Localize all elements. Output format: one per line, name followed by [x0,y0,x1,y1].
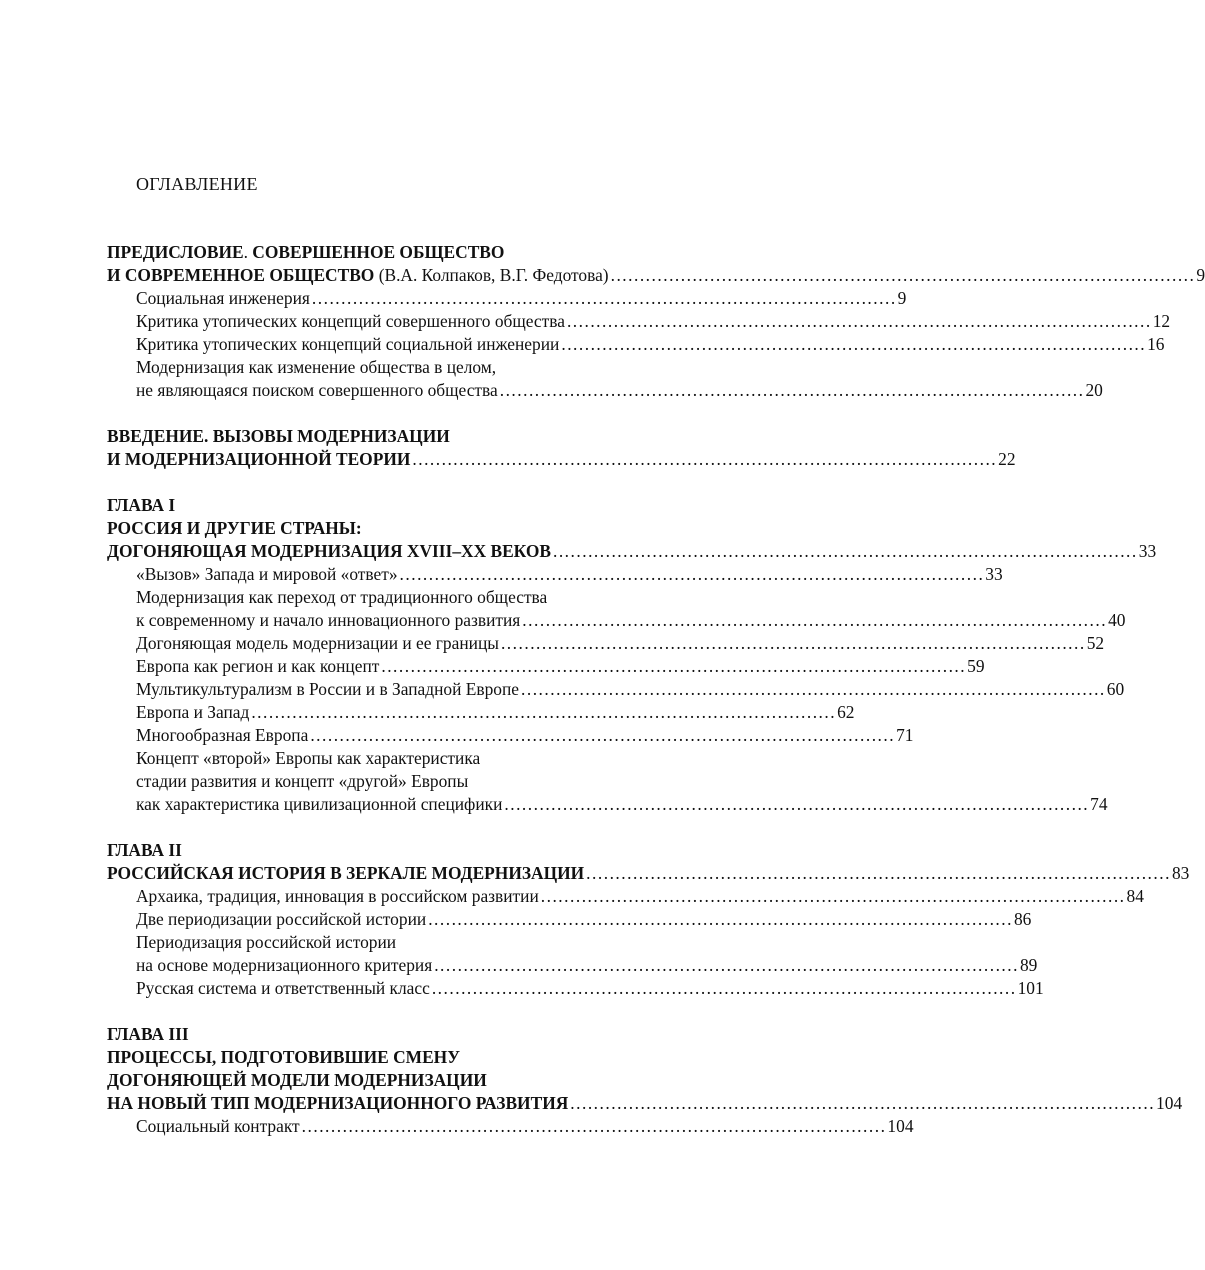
chapter-1-title-line-1: РОССИЯ И ДРУГИЕ СТРАНЫ: [107,518,362,538]
leader-dots: .................................................................................................... [499,380,1085,400]
chapter-3-title-line-3: НА НОВЫЙ ТИП МОДЕРНИЗАЦИОННОГО РАЗВИТИЯ [107,1093,569,1113]
entry-title: не являющаяся поиском совершенного общества [136,380,498,400]
leader-dots: .................................................................................................... [434,955,1019,975]
leader-dots: .................................................................................................... [500,633,1086,653]
toc-entry[interactable] [107,885,1144,908]
page-number: 83 [1171,863,1190,883]
toc-entry[interactable] [107,563,1003,586]
intro-heading-line-2: И МОДЕРНИЗАЦИОННОЙ ТЕОРИИ [107,449,411,469]
chapter-3-label: ГЛАВА III [107,1024,189,1044]
entry-title: Многообразная Европа [136,725,309,745]
toc-entry[interactable] [107,678,1125,701]
entry-title: Социальный контракт [136,1116,300,1136]
entry-title-line-2: стадии развития и концепт «другой» Европы [136,771,469,791]
page-number: 60 [1106,679,1125,699]
toc-entry[interactable] [107,609,1126,632]
toc-entry[interactable] [107,287,907,310]
page-number: 16 [1147,334,1165,354]
leader-dots: .................................................................................................... [381,656,967,676]
chapter-2-label: ГЛАВА II [107,840,182,860]
page-number: 104 [1156,1093,1183,1113]
toc-entry-preface[interactable] [107,264,1205,287]
leader-dots: .................................................................................................... [311,288,897,308]
page-number: 86 [1013,909,1032,929]
entry-title-line-1: Периодизация российской истории [136,932,397,952]
table-of-contents [107,241,1205,1138]
preface-title-part: СОВЕРШЕННОЕ ОБЩЕСТВО [247,242,505,262]
toc-entry[interactable] [107,632,1105,655]
toc-entry[interactable] [107,333,1165,356]
entry-title: Две периодизации российской истории [136,909,427,929]
preface-dot: . [243,242,248,262]
page-number: 22 [998,449,1016,469]
chapter-3-title-line-2: ДОГОНЯЮЩЕЙ МОДЕЛИ МОДЕРНИЗАЦИИ [107,1070,487,1090]
page-number: 59 [967,656,985,676]
leader-dots: .................................................................................................... [251,702,837,722]
leader-dots: .................................................................................................... [521,679,1106,699]
leader-dots: .................................................................................................... [586,863,1171,883]
leader-dots: .................................................................................................... [412,449,998,469]
toc-entry[interactable] [107,701,855,724]
intro-heading-line-1: ВВЕДЕНИЕ. ВЫЗОВЫ МОДЕРНИЗАЦИИ [107,426,450,446]
entry-title-line-1: Модернизация как переход от традиционного общества [136,587,548,607]
entry-title: как характеристика цивилизационной специфики [136,794,503,814]
entry-title: Русская система и ответственный класс [136,978,430,998]
leader-dots: .................................................................................................... [431,978,1017,998]
toc-entry[interactable] [107,977,1044,1000]
toc-entry-chapter-3[interactable] [107,1092,1183,1115]
entry-title: Критика утопических концепций совершенного общества [136,311,565,331]
leader-dots: .................................................................................................... [504,794,1090,814]
page-number: 74 [1090,794,1108,814]
page-number: 84 [1126,886,1144,906]
page-number: 12 [1152,311,1171,331]
leader-dots: .................................................................................................... [522,610,1108,630]
chapter-3-title-line-1: ПРОЦЕССЫ, ПОДГОТОВИВШИЕ СМЕНУ [107,1047,460,1067]
page-number: 33 [1138,541,1157,561]
leader-dots: .................................................................................................... [301,1116,887,1136]
toc-entry[interactable] [107,793,1108,816]
page-number: 104 [887,1116,914,1136]
page-number: 62 [837,702,855,722]
page-number: 9 [897,288,907,308]
page-number: 33 [985,564,1003,584]
entry-title: «Вызов» Запада и мировой «ответ» [136,564,398,584]
preface-heading-line-1 [107,241,697,264]
page-number: 52 [1086,633,1105,653]
chapter-1-label: ГЛАВА I [107,495,176,515]
page-number: 40 [1108,610,1126,630]
toc-entry-chapter-1[interactable] [107,540,1157,563]
toc-entry[interactable] [107,908,1032,931]
toc-entry-chapter-2[interactable] [107,862,1190,885]
leader-dots: .................................................................................................... [399,564,985,584]
entry-title: Европа как регион и как концепт [136,656,380,676]
entry-title: Мультикультурализм в России и в Западной Европе [136,679,520,699]
entry-title: Социальная инженерия [136,288,310,308]
entry-title: Догоняющая модель модернизации и ее границы [136,633,499,653]
toc-entry[interactable] [107,1115,914,1138]
preface-authors: (В.А. Колпаков, В.Г. Федотова) [374,265,609,285]
leader-dots: .................................................................................................... [428,909,1013,929]
toc-entry[interactable] [107,655,985,678]
entry-title: на основе модернизационного критерия [136,955,433,975]
chapter-2-title: РОССИЙСКАЯ ИСТОРИЯ В ЗЕРКАЛЕ МОДЕРНИЗАЦИИ [107,863,585,883]
page-number: 89 [1019,955,1038,975]
entry-title-line-1: Модернизация как изменение общества в целом, [136,357,497,377]
leader-dots: .................................................................................................... [566,311,1152,331]
toc-entry[interactable] [107,724,914,747]
toc-entry-intro[interactable] [107,448,1016,471]
preface-label: ПРЕДИСЛОВИЕ [107,242,244,262]
page-number: 9 [1196,265,1205,285]
page-title: ОГЛАВЛЕНИЕ [136,174,258,194]
leader-dots: .................................................................................................... [570,1093,1156,1113]
entry-title: Европа и Запад [136,702,250,722]
page-number: 20 [1085,380,1103,400]
page-number: 101 [1017,978,1044,998]
preface-title-line-2: И СОВРЕМЕННОЕ ОБЩЕСТВО [107,265,375,285]
leader-dots: .................................................................................................... [540,886,1126,906]
chapter-1-title-line-2: ДОГОНЯЮЩАЯ МОДЕРНИЗАЦИЯ XVIII–XX ВЕКОВ [107,541,551,561]
leader-dots: .................................................................................................... [310,725,896,745]
leader-dots: .................................................................................................... [561,334,1147,354]
leader-dots: .................................................................................................... [552,541,1138,561]
toc-entry[interactable] [107,379,1103,402]
entry-title-line-1: Концепт «второй» Европы как характеристика [136,748,481,768]
entry-title: Архаика, традиция, инновация в российском развитии [136,886,539,906]
entry-title: Критика утопических концепций социальной инженерии [136,334,560,354]
toc-entry[interactable] [107,954,1038,977]
entry-title: к современному и начало инновационного развития [136,610,521,630]
toc-entry[interactable] [107,310,1171,333]
leader-dots: .................................................................................................... [610,265,1196,285]
page-number: 71 [896,725,914,745]
